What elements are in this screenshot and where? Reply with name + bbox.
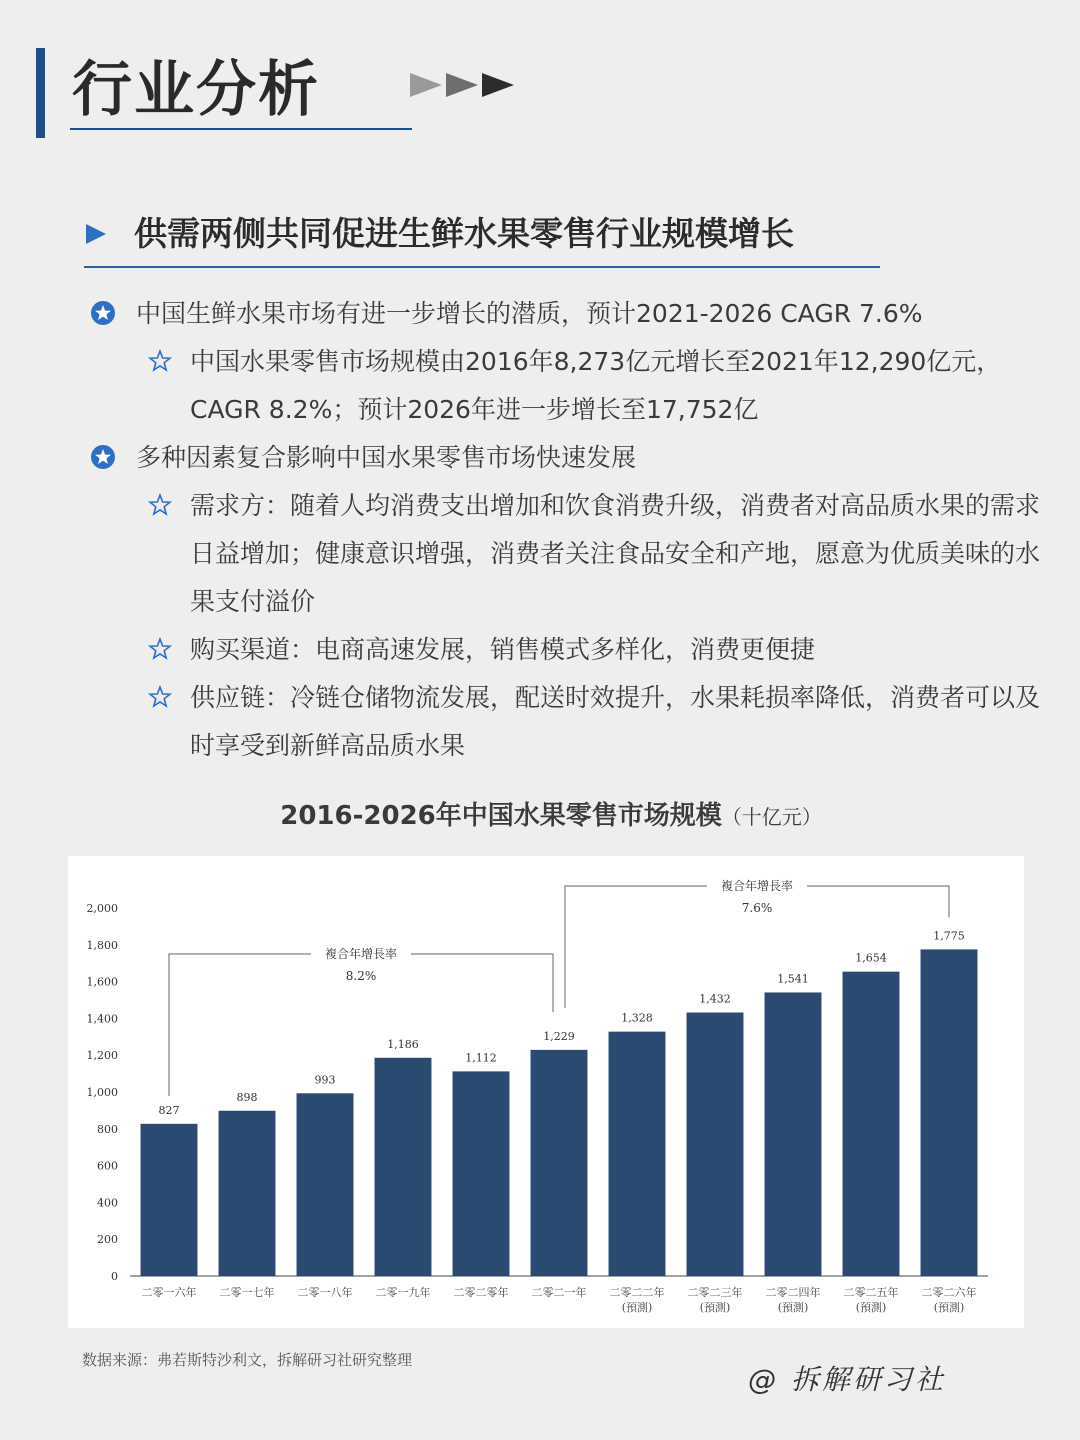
y-tick-label: 1,200: [86, 1049, 118, 1063]
bar: [297, 1093, 354, 1276]
bullet-item: [90, 434, 1050, 482]
y-tick-label: 1,000: [86, 1086, 118, 1099]
y-tick-label: 0: [111, 1270, 118, 1283]
bar-value-label: 1,432: [699, 992, 731, 1006]
title-accent-bar: [36, 48, 45, 138]
bar: [765, 992, 822, 1276]
bar: [687, 1013, 744, 1276]
y-tick-label: 400: [97, 1196, 118, 1210]
sub-bullet-item: [90, 626, 1050, 674]
x-tick-label: 二零二四年: [765, 1286, 821, 1299]
star-circle-icon: [90, 444, 116, 470]
section-heading: 供需两侧共同促进生鲜水果零售行业规模增长: [134, 214, 794, 253]
bar: [921, 949, 978, 1276]
sub-bullet-text: 供应链：冷链仓储物流发展，配送时效提升，水果耗损率降低，消费者可以及时享受到新鲜高品质水果: [190, 683, 1041, 760]
bar-value-label: 1,328: [621, 1011, 653, 1025]
bar: [219, 1111, 276, 1276]
bar-value-label: 993: [314, 1073, 336, 1087]
y-tick-label: 1,600: [86, 975, 118, 989]
star-outline-icon: [148, 493, 172, 517]
bar: [453, 1071, 510, 1276]
x-tick-note: (預測): [621, 1301, 653, 1314]
sub-bullet-text: 中国水果零售市场规模由2016年8,273亿元增长至2021年12,290亿元，CAGR 8.2%；预计2026年进一步增长至17,752亿: [190, 347, 1002, 424]
sub-bullet-text: 购买渠道：电商高速发展，销售模式多样化，消费更便捷: [190, 635, 816, 664]
x-tick-label: 二零一六年: [141, 1286, 197, 1299]
bar-value-label: 1,775: [933, 929, 965, 943]
x-tick-label: 二零一七年: [219, 1286, 275, 1299]
cagr-value: 8.2%: [345, 969, 377, 983]
cagr-label: 複合年增長率: [324, 947, 398, 961]
cagr-value: 7.6%: [741, 901, 773, 915]
bar-value-label: 1,229: [543, 1029, 575, 1043]
bar: [843, 972, 900, 1276]
bar: [141, 1124, 198, 1276]
y-tick-label: 2,000: [86, 902, 118, 915]
triple-arrow-icon: [410, 70, 520, 100]
section-underline: [84, 266, 880, 268]
x-tick-note: (預測): [777, 1301, 809, 1314]
star-outline-icon: [148, 349, 172, 373]
x-tick-label: 二零二六年: [921, 1286, 977, 1299]
bar-value-label: 1,654: [855, 951, 887, 965]
chart-title-text: 2016-2026年中国水果零售市场规模: [280, 801, 722, 831]
bar-value-label: 1,186: [387, 1037, 419, 1051]
bullet-list: [90, 290, 1050, 770]
data-source: 数据来源：弗若斯特沙利文，拆解研习社研究整理: [82, 1351, 413, 1369]
sub-bullet-item: [90, 674, 1050, 770]
bar-value-label: 827: [158, 1103, 180, 1117]
cagr-label: 複合年增長率: [720, 879, 794, 893]
bar-value-label: 1,112: [465, 1051, 497, 1065]
y-tick-label: 1,800: [86, 938, 118, 952]
y-tick-label: 800: [97, 1122, 118, 1136]
star-circle-icon: [90, 300, 116, 326]
x-tick-label: 二零二五年: [843, 1286, 899, 1299]
x-tick-note: (預測): [699, 1301, 731, 1314]
bullet-item: [90, 290, 1050, 338]
x-tick-label: 二零二零年: [453, 1286, 509, 1299]
chart-unit: （十亿元）: [721, 805, 822, 829]
y-tick-label: 1,400: [86, 1012, 118, 1026]
brand-watermark: @ 拆解研习社: [748, 1363, 946, 1396]
sub-bullet-item: [90, 338, 1050, 434]
bar: [531, 1050, 588, 1276]
bullet-text: 中国生鲜水果市场有进一步增长的潜质，预计2021-2026 CAGR 7.6%: [136, 299, 923, 328]
chart-panel: [68, 856, 1024, 1328]
x-tick-label: 二零二一年: [531, 1286, 587, 1299]
x-tick-label: 二零二三年: [687, 1286, 743, 1299]
sub-bullet-item: [90, 482, 1050, 626]
star-outline-icon: [148, 637, 172, 661]
bar-value-label: 1,541: [777, 972, 809, 986]
triangle-arrow-icon: [84, 220, 108, 248]
x-tick-note: (預測): [855, 1301, 887, 1314]
bar: [609, 1032, 666, 1276]
sub-bullet-text: 需求方：随着人均消费支出增加和饮食消费升级，消费者对高品质水果的需求日益增加；健康意识增强，消费者关注食品安全和产地，愿意为优质美味的水果支付溢价: [190, 491, 1041, 616]
y-tick-label: 600: [97, 1159, 118, 1173]
x-tick-label: 二零二二年: [609, 1286, 665, 1299]
bar-value-label: 898: [236, 1090, 258, 1104]
x-tick-label: 二零一九年: [375, 1286, 431, 1299]
x-tick-note: (預測): [933, 1301, 965, 1314]
bullet-text: 多种因素复合影响中国水果零售市场快速发展: [136, 443, 637, 472]
title-underline: [70, 128, 412, 130]
x-tick-label: 二零一八年: [297, 1286, 353, 1299]
chart-title: [0, 796, 1080, 837]
bar-chart: [68, 856, 1024, 1328]
star-outline-icon: [148, 685, 172, 709]
page-title: 行业分析: [72, 55, 320, 125]
bar: [375, 1058, 432, 1276]
y-tick-label: 200: [97, 1233, 118, 1247]
